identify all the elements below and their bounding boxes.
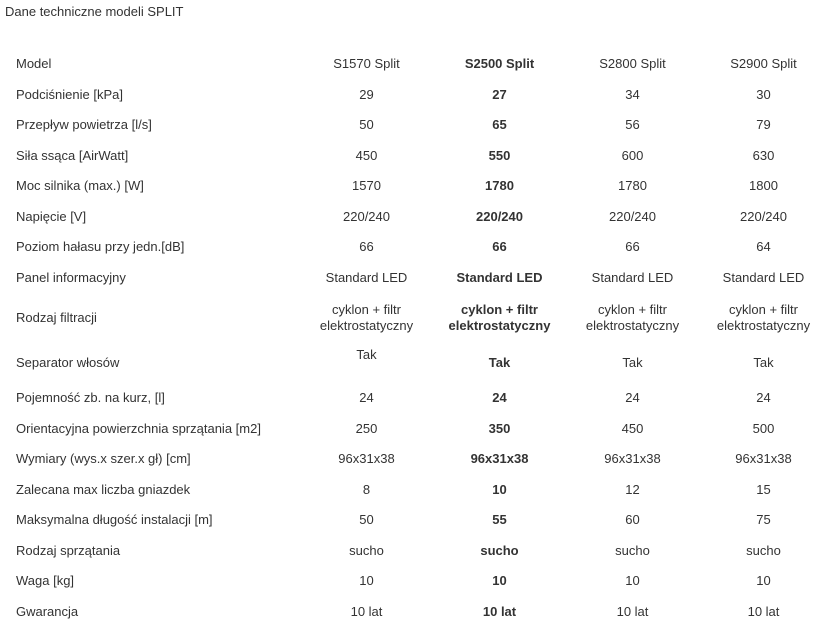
- cell-value: 75: [756, 512, 771, 528]
- table-row: [0, 80, 828, 111]
- cell-value: 96x31x38: [338, 451, 395, 467]
- cell-value: 96x31x38: [604, 451, 661, 467]
- cell-value: 55: [492, 512, 507, 528]
- table-row: [0, 343, 828, 383]
- table-row: [0, 536, 828, 567]
- cell-value: 450: [621, 420, 644, 436]
- table-row: [0, 414, 828, 445]
- cell-value: 66: [492, 239, 507, 255]
- table-row: [0, 293, 828, 343]
- cell-value: cyklon + filtr elektrostatyczny: [448, 302, 551, 333]
- cell-value: sucho: [480, 542, 519, 558]
- table-row: [0, 383, 828, 414]
- cell-value: 65: [492, 117, 507, 133]
- row-label: Rodzaj sprzątania: [16, 542, 121, 558]
- cell-value: 30: [756, 86, 771, 102]
- cell-value: 10: [756, 573, 771, 589]
- row-label: Moc silnika (max.) [W]: [16, 178, 144, 194]
- cell-value: 10 lat: [616, 603, 649, 619]
- row-label: Poziom hałasu przy jedn.[dB]: [16, 239, 185, 255]
- row-label: Przepływ powietrza [l/s]: [16, 117, 152, 133]
- cell-value: 64: [756, 239, 771, 255]
- cell-value: 50: [359, 117, 374, 133]
- table-row: [0, 202, 828, 233]
- cell-value: 10: [492, 573, 507, 589]
- model-name: S2800 Split: [599, 56, 666, 72]
- cell-value: 96x31x38: [470, 451, 529, 467]
- cell-value: Standard LED: [456, 269, 543, 285]
- cell-value: 50: [359, 512, 374, 528]
- cell-value: Tak: [753, 355, 774, 370]
- table-row: [0, 566, 828, 597]
- cell-value: 500: [752, 420, 775, 436]
- cell-value: 60: [625, 512, 640, 528]
- cell-value: 220/240: [343, 208, 390, 224]
- cell-value: Standard LED: [591, 269, 674, 285]
- model-name: S2900 Split: [730, 56, 797, 72]
- cell-value: 10: [492, 481, 507, 497]
- row-label: Siła ssąca [AirWatt]: [16, 147, 129, 163]
- cell-value: cyklon + filtr elektrostatyczny: [716, 302, 811, 333]
- table-header-row: [0, 49, 828, 80]
- row-label: Zalecana max liczba gniazdek: [16, 481, 191, 497]
- cell-value: cyklon + filtr elektrostatyczny: [319, 302, 414, 333]
- cell-value: 350: [488, 420, 511, 436]
- cell-value: 27: [492, 86, 507, 102]
- cell-value: sucho: [746, 542, 781, 558]
- cell-value: 96x31x38: [735, 451, 792, 467]
- cell-value: 600: [621, 147, 644, 163]
- cell-value: 24: [625, 390, 640, 406]
- cell-value: 220/240: [609, 208, 656, 224]
- table-row: [0, 141, 828, 172]
- cell-value: 79: [756, 117, 771, 133]
- cell-value: 10 lat: [747, 603, 780, 619]
- table-row: [0, 263, 828, 294]
- cell-value: 15: [756, 481, 771, 497]
- cell-value: 12: [625, 481, 640, 497]
- cell-value: 66: [359, 239, 374, 255]
- cell-value: 10 lat: [482, 603, 517, 619]
- row-label: Pojemność zb. na kurz, [l]: [16, 390, 165, 406]
- model-name: S1570 Split: [333, 56, 400, 72]
- table-row: [0, 475, 828, 506]
- cell-value: 29: [359, 86, 374, 102]
- cell-value: 24: [756, 390, 771, 406]
- header-label: Model: [16, 56, 52, 72]
- cell-value: Tak: [622, 355, 643, 370]
- cell-value: 250: [355, 420, 378, 436]
- cell-value: 1570: [352, 178, 381, 194]
- cell-value: Tak: [356, 347, 377, 362]
- cell-value: 56: [625, 117, 640, 133]
- cell-value: 10: [359, 573, 374, 589]
- row-label: Napięcie [V]: [16, 208, 87, 224]
- specs-table: [0, 49, 828, 627]
- page-title: Dane techniczne modeli SPLIT: [5, 4, 184, 19]
- cell-value: cyklon + filtr elektrostatyczny: [585, 302, 680, 333]
- cell-value: 450: [355, 147, 378, 163]
- row-label: Orientacyjna powierzchnia sprzątania [m2]: [16, 420, 261, 436]
- cell-value: 34: [625, 86, 640, 102]
- cell-value: 220/240: [740, 208, 787, 224]
- cell-value: 1780: [618, 178, 647, 194]
- cell-value: 630: [752, 147, 775, 163]
- table-row: [0, 597, 828, 628]
- cell-value: 24: [492, 390, 507, 406]
- row-label: Panel informacyjny: [16, 269, 126, 285]
- cell-value: 550: [488, 147, 511, 163]
- cell-value: 8: [362, 481, 371, 497]
- cell-value: Tak: [488, 355, 511, 370]
- cell-value: 220/240: [476, 208, 523, 224]
- row-label: Maksymalna długość instalacji [m]: [16, 512, 213, 528]
- row-label: Waga [kg]: [16, 573, 75, 589]
- row-label: Separator włosów: [16, 355, 120, 370]
- cell-value: Standard LED: [722, 269, 805, 285]
- table-row: [0, 110, 828, 141]
- cell-value: 1800: [749, 178, 778, 194]
- row-label: Wymiary (wys.x szer.x gł) [cm]: [16, 451, 191, 467]
- cell-value: 24: [359, 390, 374, 406]
- table-row: [0, 171, 828, 202]
- cell-value: 66: [625, 239, 640, 255]
- cell-value: sucho: [349, 542, 384, 558]
- model-name: S2500 Split: [464, 56, 535, 72]
- row-label: Podciśnienie [kPa]: [16, 86, 123, 102]
- row-label: Rodzaj filtracji: [16, 310, 97, 325]
- cell-value: Standard LED: [325, 269, 408, 285]
- cell-value: 10: [625, 573, 640, 589]
- table-row: [0, 232, 828, 263]
- cell-value: sucho: [615, 542, 650, 558]
- table-row: [0, 505, 828, 536]
- row-label: Gwarancja: [16, 603, 79, 619]
- table-row: [0, 444, 828, 475]
- cell-value: 1780: [485, 178, 514, 194]
- cell-value: 10 lat: [350, 603, 383, 619]
